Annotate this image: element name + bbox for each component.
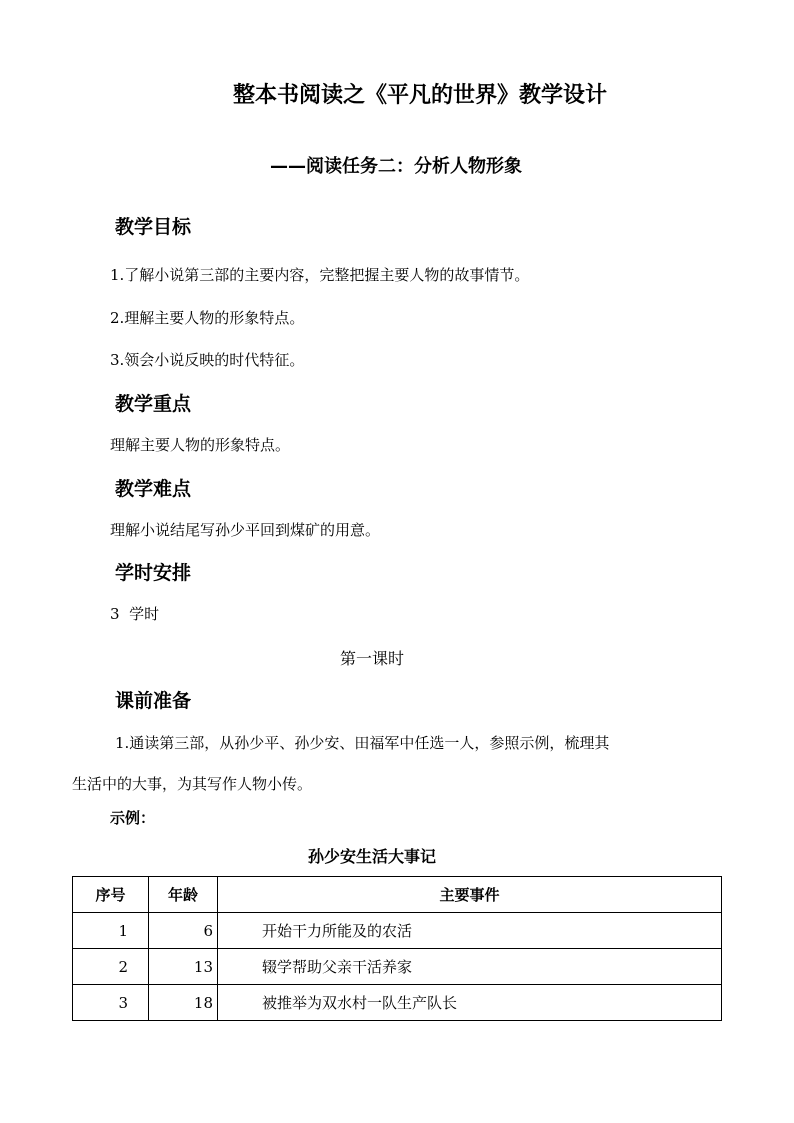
schedule-heading: 学时安排 — [115, 562, 192, 584]
goal-item-2: 2.理解主要人物的形象特点。 — [110, 309, 305, 327]
cell-age: 6 — [149, 913, 218, 949]
example-label: 示例： — [110, 809, 156, 827]
prep-heading: 课前准备 — [115, 690, 192, 712]
events-table — [72, 876, 722, 1021]
document-title: 整本书阅读之《平凡的世界》教学设计 — [232, 83, 607, 108]
difficulty-text: 理解小说结尾写孙少平回到煤矿的用意。 — [110, 521, 381, 539]
cell-age: 18 — [149, 985, 218, 1021]
table-row — [73, 985, 722, 1021]
focus-text: 理解主要人物的形象特点。 — [110, 436, 291, 454]
cell-event: 辍学帮助父亲干活养家 — [218, 949, 722, 985]
cell-index: 2 — [73, 949, 149, 985]
header-age: 年龄 — [149, 877, 218, 913]
goal-item-3: 3.领会小说反映的时代特征。 — [110, 351, 305, 369]
prep-line-1: 1.通读第三部，从孙少平、孙少安、田福军中任选一人，参照示例，梳理其 — [115, 734, 610, 752]
table-row — [73, 949, 722, 985]
cell-index: 3 — [73, 985, 149, 1021]
goals-heading: 教学目标 — [115, 216, 192, 238]
cell-event: 被推举为双水村一队生产队长 — [218, 985, 722, 1021]
header-event: 主要事件 — [218, 877, 722, 913]
table-caption: 孙少安生活大事记 — [307, 847, 436, 866]
schedule-text: 3 学时 — [110, 605, 160, 623]
cell-index: 1 — [73, 913, 149, 949]
table-header-row — [73, 877, 722, 913]
document-subtitle: ——阅读任务二：分析人物形象 — [270, 156, 522, 177]
goal-item-1: 1.了解小说第三部的主要内容，完整把握主要人物的故事情节。 — [110, 266, 530, 284]
focus-heading: 教学重点 — [115, 393, 192, 415]
prep-line-2: 生活中的大事，为其写作人物小传。 — [72, 775, 313, 793]
cell-age: 13 — [149, 949, 218, 985]
table-row — [73, 913, 722, 949]
difficulty-heading: 教学难点 — [115, 478, 192, 500]
header-index: 序号 — [73, 877, 149, 913]
cell-event: 开始干力所能及的农活 — [218, 913, 722, 949]
lesson-title: 第一课时 — [339, 649, 404, 668]
